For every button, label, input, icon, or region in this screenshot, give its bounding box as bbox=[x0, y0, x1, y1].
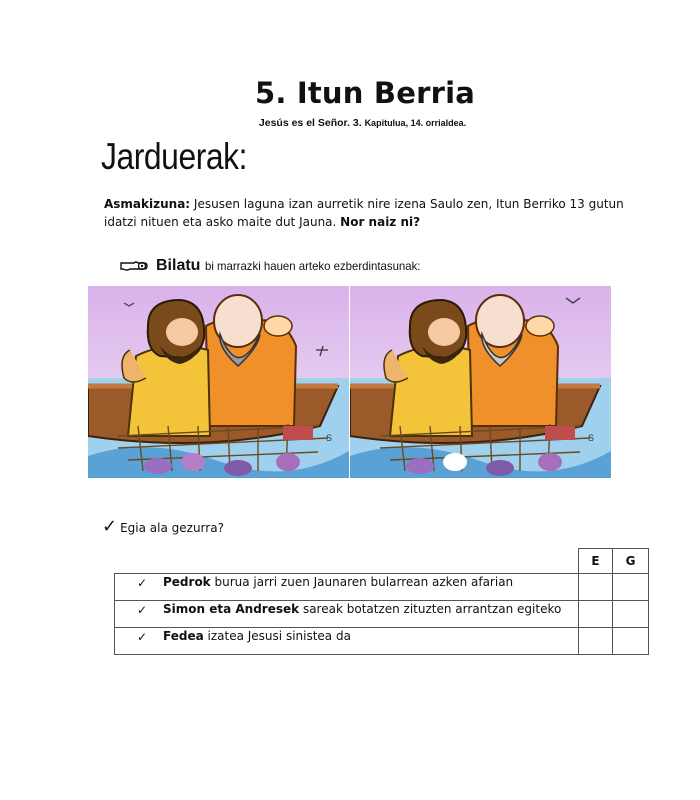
answer-box-true[interactable] bbox=[579, 628, 613, 655]
page-subtitle bbox=[0, 117, 700, 129]
answer-box-false[interactable] bbox=[613, 628, 649, 655]
riddle-label: Asmakizuna: bbox=[104, 197, 191, 211]
statement-text: burua jarri zuen Jaunaren bularrean azken afarian bbox=[214, 575, 514, 589]
true-false-heading bbox=[102, 516, 224, 537]
find-instruction-text: bi marrazki hauen arteko ezberdintasunak: bbox=[205, 259, 421, 273]
page-title: 5. Itun Berria bbox=[254, 76, 476, 110]
riddle-paragraph bbox=[104, 195, 624, 231]
spot-the-difference-pictures bbox=[88, 286, 611, 478]
table-header-row bbox=[115, 549, 649, 574]
find-bold-word: Bilatu bbox=[156, 257, 201, 274]
answer-box-true[interactable] bbox=[579, 574, 613, 601]
pointing-hand-icon bbox=[120, 258, 152, 274]
statement-text: sareak botatzen zituzten arrantzan egiteko bbox=[302, 602, 562, 616]
answer-box-true[interactable] bbox=[579, 601, 613, 628]
answer-box-false[interactable] bbox=[613, 574, 649, 601]
picture-right bbox=[350, 286, 611, 478]
true-false-table bbox=[114, 548, 649, 655]
checkmark-icon: ✓ bbox=[102, 516, 118, 537]
answer-box-false[interactable] bbox=[613, 601, 649, 628]
subtitle-book: Jesús es el Señor. 3. bbox=[258, 117, 362, 129]
statement-subject: Simon eta Andresek bbox=[163, 602, 300, 616]
table-row bbox=[115, 574, 649, 601]
column-header-false: G bbox=[613, 549, 649, 574]
riddle-question: Nor naiz ni? bbox=[340, 215, 421, 229]
riddle-text: Jesusen laguna izan aurretik nire izena Saulo zen, Itun Berriko 13 gutun idatzi nituen eta asko maite dut Jauna. bbox=[104, 197, 624, 229]
table-row bbox=[115, 601, 649, 628]
table-row bbox=[115, 628, 649, 655]
checkmark-icon: ✓ bbox=[137, 576, 148, 590]
picture-left bbox=[88, 286, 349, 478]
true-false-title: Egia ala gezurra? bbox=[120, 521, 224, 535]
find-differences-instruction bbox=[120, 257, 432, 275]
checkmark-icon: ✓ bbox=[137, 630, 148, 644]
statement-subject: Pedrok bbox=[163, 575, 211, 589]
statement-cell bbox=[115, 574, 579, 601]
svg-text:S: S bbox=[588, 433, 595, 443]
checkmark-icon: ✓ bbox=[137, 603, 148, 617]
statement-text: izatea Jesusi sinistea da bbox=[207, 629, 351, 643]
subtitle-chapter: Kapitulua, 14. orrialdea. bbox=[364, 118, 467, 128]
column-header-true: E bbox=[579, 549, 613, 574]
section-heading: Jarduerak: bbox=[101, 136, 248, 177]
svg-text:S: S bbox=[326, 433, 333, 443]
statement-cell bbox=[115, 601, 579, 628]
header-blank bbox=[115, 549, 579, 574]
statement-cell bbox=[115, 628, 579, 655]
statement-subject: Fedea bbox=[163, 629, 204, 643]
